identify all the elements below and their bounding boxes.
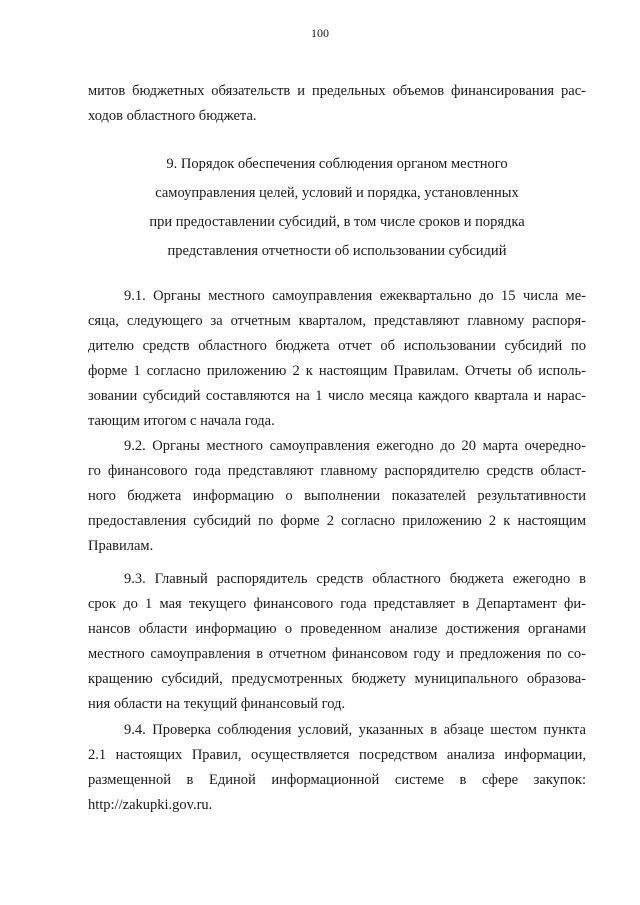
- text-line: тающим итогом с начала года.: [88, 413, 275, 429]
- text-line: ного бюджета информацию о выполнении показателей результативности: [88, 488, 586, 504]
- continuation-paragraph: [88, 79, 586, 129]
- heading-line: при предоставлении субсидий, в том числе сроков и порядка: [149, 214, 525, 230]
- heading-line: самоуправления целей, условий и порядка, установленных: [155, 185, 519, 201]
- text-line: ния области на текущий финансовый год.: [88, 696, 346, 712]
- text-line: дителю средств областного бюджета отчет об использовании субсидий по: [88, 338, 586, 354]
- paragraph-9-4: [88, 718, 586, 818]
- text-line: форме 1 согласно приложению 2 к настоящим Правилам. Отчеты об исполь-: [88, 363, 586, 379]
- text-line: сяца, следующего за отчетным кварталом, представляют главному распоря-: [88, 313, 586, 329]
- text-line: ходов областного бюджета.: [88, 108, 257, 124]
- text-line: зовании субсидий составляются на 1 число месяца каждого квартала и нарас-: [88, 388, 586, 404]
- text-line: Правилам.: [88, 538, 154, 554]
- text-line: 9.1. Органы местного самоуправления ежеквартально до 15 числа ме-: [124, 288, 586, 304]
- text-line: местного самоуправления в отчетном финансовом году и предложения по со-: [88, 646, 586, 662]
- heading-line: 9. Порядок обеспечения соблюдения органом местного: [166, 156, 508, 172]
- text-line: 9.2. Органы местного самоуправления ежегодно до 20 марта очередно-: [124, 438, 586, 454]
- text-line: предоставления субсидий по форме 2 согласно приложению 2 к настоящим: [88, 513, 586, 529]
- heading-line: представления отчетности об использовании субсидий: [167, 243, 507, 259]
- text-line: 9.4. Проверка соблюдения условий, указанных в абзаце шестом пункта: [124, 722, 586, 738]
- section-heading: [88, 150, 586, 266]
- paragraph-9-3: [88, 567, 586, 717]
- url-text: http://zakupki.gov.ru.: [88, 797, 213, 813]
- text-line: нансов области информацию о проведенном анализе достижения органами: [88, 621, 586, 637]
- text-line: срок до 1 мая текущего финансового года представляет в Департамент фи-: [88, 596, 586, 612]
- text-line: 9.3. Главный распорядитель средств областного бюджета ежегодно в: [124, 571, 586, 587]
- text-line: митов бюджетных обязательств и предельных объемов финансирования рас-: [88, 83, 586, 99]
- page-number: 100: [311, 26, 329, 40]
- paragraph-9-1: [88, 284, 586, 434]
- text-line: размещенной в Единой информационной системе в сфере закупок:: [88, 772, 586, 788]
- paragraph-9-2: [88, 434, 586, 559]
- text-line: го финансового года представляют главному распорядителю средств област-: [88, 463, 586, 479]
- text-line: 2.1 настоящих Правил, осуществляется посредством анализа информации,: [88, 747, 586, 763]
- text-line: кращению субсидий, предусмотренных бюджету муниципального образова-: [88, 671, 586, 687]
